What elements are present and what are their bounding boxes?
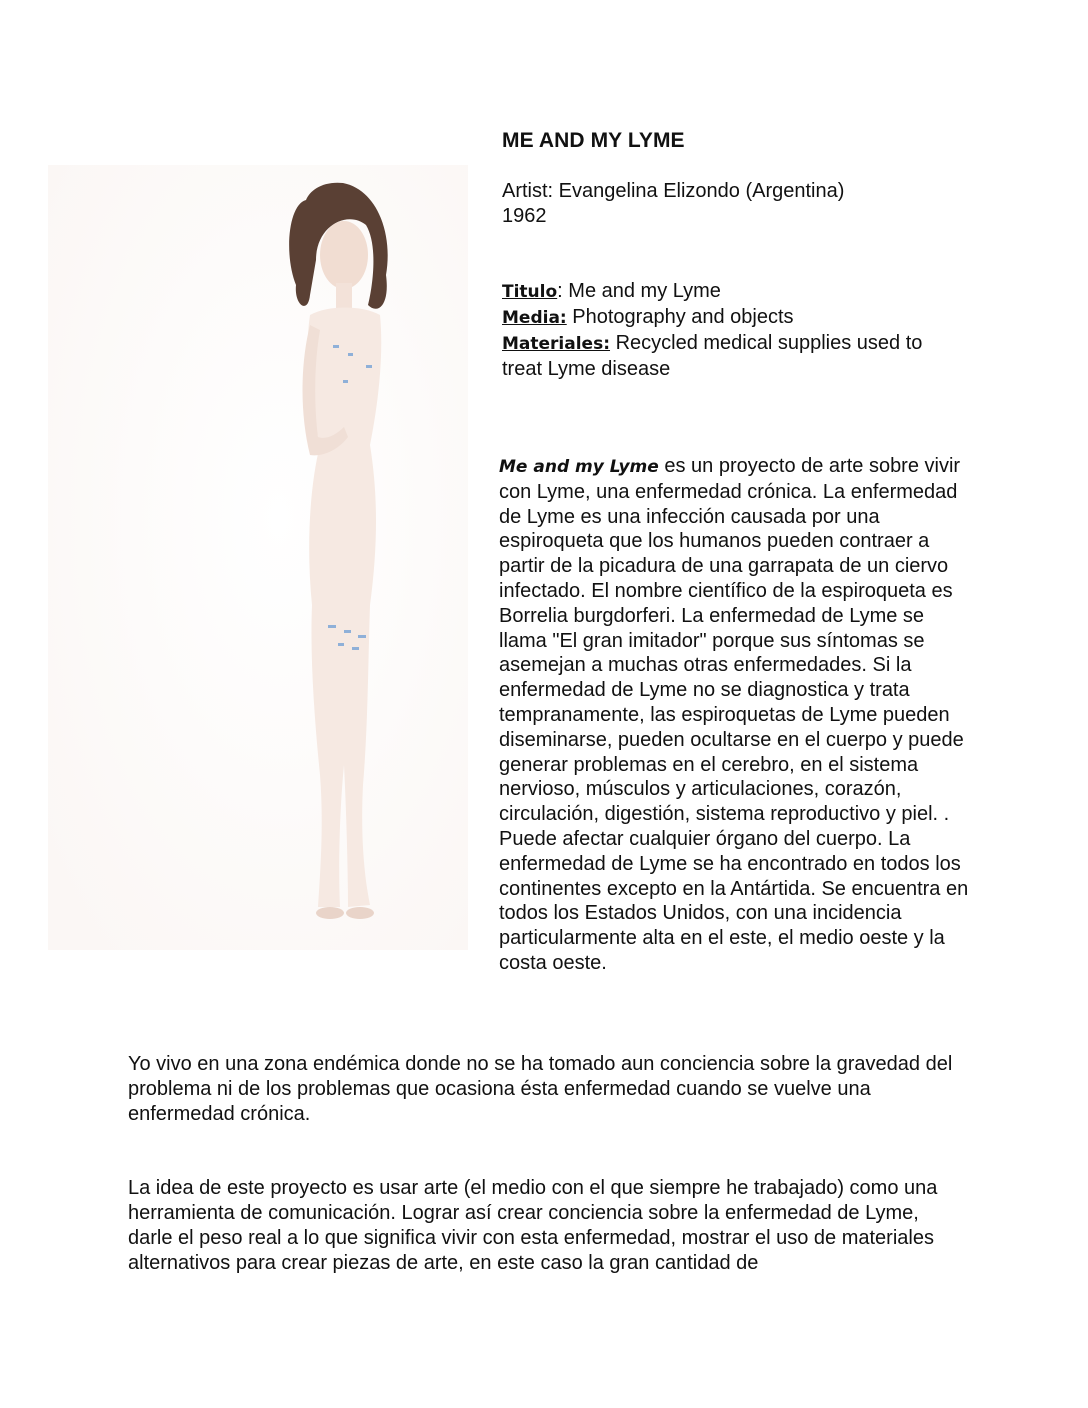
artist-info [502, 179, 972, 229]
materiales-row [502, 331, 952, 382]
paragraph-project-idea: La idea de este proyecto es usar arte (el medio con el que siempre he trabajado) como una herramienta de comunicación. Lograr así crear conciencia sobre la enfermedad de Lyme, darle el peso real a lo que significa vivir con esta enfermedad, mostrar el uso de materiales alternativos para crear piezas de arte, en este caso la gran cantidad de [128, 1177, 938, 1274]
project-description [499, 454, 971, 976]
artwork-metadata [502, 279, 952, 382]
materiales-label: Materiales: [502, 334, 611, 354]
description-body: es un proyecto de arte sobre vivir con Lyme, una enfermedad crónica. La enfermedad de Lyme es una infección causada por una espiroqueta que los humanos pueden contraer a partir de la picadura de una garrapata de un ciervo infectado. El nombre científico de la espiroqueta es Borrelia burgdorferi. La enfermedad de Lyme se llama "El gran imitador" porque sus síntomas se asemejan a muchas otras enfermedades. Si la enfermedad de Lyme no se diagnostica y trata tempranamente, las espiroquetas de Lyme pueden diseminarse, pueden ocultarse en el cuerpo y puede generar problemas en el cerebro, en el sistema nervioso, músculos y articulaciones, corazón, circulación, digestión, sistema reproductivo y piel. . Puede afectar cualquier órgano del cuerpo. La enfermedad de Lyme se ha encontrado en todos los continentes excepto en la Antártida. Se encuentra en todos los Estados Unidos, con una incidencia particularmente alta en el este, el medio oeste y la costa oeste. [499, 455, 969, 974]
titulo-label: Titulo [502, 282, 558, 302]
artwork-title: ME AND MY LYME [502, 129, 685, 152]
artwork-photo [48, 165, 468, 950]
materiales-value: Recycled medical supplies used to treat Lyme disease [502, 332, 923, 380]
media-value: Photography and objects [566, 306, 794, 328]
titulo-value: : Me and my Lyme [557, 280, 721, 302]
artist-year: 1962 [502, 205, 547, 227]
titulo-row [502, 279, 952, 305]
media-label: Media: [502, 308, 567, 328]
description-lead: Me and my Lyme [499, 457, 659, 477]
media-row [502, 305, 952, 331]
paragraph-endemic-zone: Yo vivo en una zona endémica donde no se ha tomado aun conciencia sobre la gravedad del problema ni de los problemas que ocasiona ésta enfermedad cuando se vuelve una enfermedad crónica. [128, 1053, 953, 1125]
artist-name: Artist: Evangelina Elizondo (Argentina) [502, 180, 845, 202]
